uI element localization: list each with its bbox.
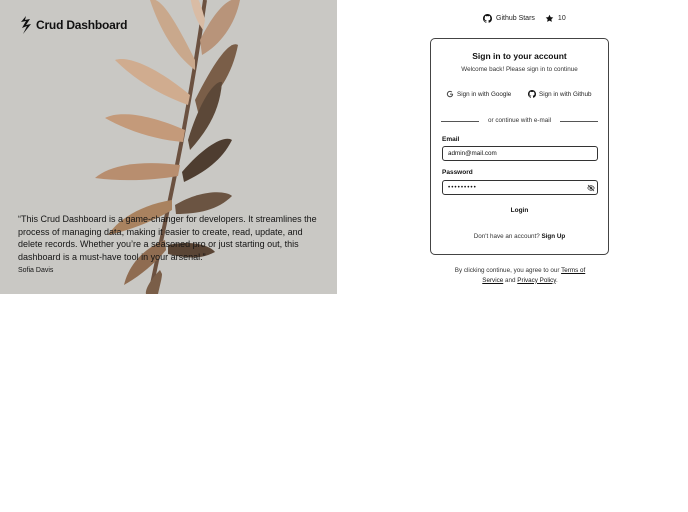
brand[interactable] bbox=[20, 16, 127, 34]
github-signin-button[interactable] bbox=[528, 90, 592, 98]
github-icon bbox=[483, 14, 492, 23]
password-field[interactable] bbox=[442, 180, 598, 195]
testimonial-quote: “This Crud Dashboard is a game-changer for developers. It streamlines the process of managing data, making it easier to create, read, update, and delete records. Whether you’re a seasoned pro or just starting out, this dashboard is a must-have tool in your arsenal.” bbox=[18, 214, 317, 262]
brand-name: Crud Dashboard bbox=[36, 18, 128, 32]
terms-of-service-link[interactable]: Terms of Service bbox=[482, 267, 586, 284]
signup-link[interactable]: Sign Up bbox=[541, 233, 566, 240]
terms-notice bbox=[449, 266, 591, 285]
signup-prompt: Don't have an account? bbox=[473, 233, 540, 240]
terms-and: and bbox=[505, 276, 516, 284]
github-stars-count: 10 bbox=[557, 15, 566, 22]
google-signin-button[interactable] bbox=[446, 90, 511, 98]
email-field[interactable] bbox=[442, 146, 598, 161]
signup-row bbox=[431, 233, 608, 240]
divider-line-right bbox=[560, 121, 598, 122]
star-icon bbox=[545, 14, 554, 23]
google-icon bbox=[446, 90, 454, 98]
divider-text: or continue with e-mail bbox=[488, 117, 551, 124]
password-label: Password bbox=[442, 169, 473, 176]
privacy-policy-link[interactable]: Privacy Policy bbox=[517, 276, 556, 284]
hero-panel bbox=[0, 0, 337, 294]
terms-prefix: By clicking continue, you agree to our bbox=[454, 267, 560, 274]
card-subtitle: Welcome back! Please sign in to continue bbox=[461, 66, 578, 73]
github-stars-label: Github Stars bbox=[496, 15, 535, 22]
divider bbox=[441, 117, 598, 125]
card-title: Sign in to your account bbox=[472, 51, 567, 61]
google-signin-label: Sign in with Google bbox=[457, 90, 512, 98]
github-icon bbox=[528, 90, 536, 98]
signin-card bbox=[430, 38, 609, 255]
github-signin-label: Sign in with Github bbox=[539, 90, 592, 98]
github-stars[interactable] bbox=[483, 14, 566, 23]
eye-off-icon[interactable] bbox=[587, 184, 595, 192]
testimonial-author: Sofia Davis bbox=[18, 267, 54, 274]
email-label: Email bbox=[442, 136, 460, 143]
login-button[interactable]: Login bbox=[431, 207, 608, 214]
brand-logo-icon bbox=[20, 16, 32, 34]
terms-suffix: . bbox=[556, 276, 558, 284]
